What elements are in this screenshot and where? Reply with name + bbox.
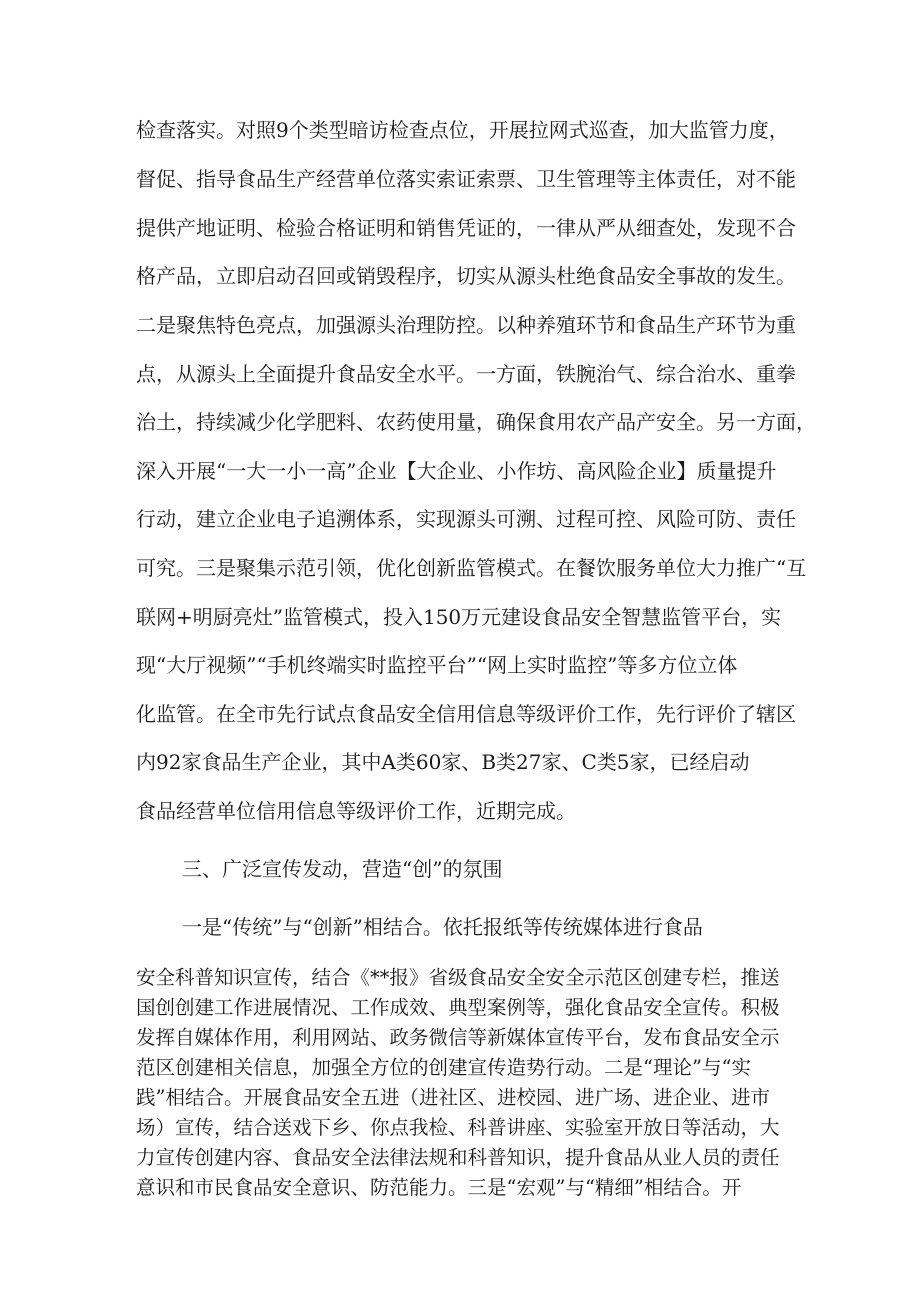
- text-line: 化监管。在全市先行试点食品安全信用信息等级评价工作，先行评价了辖区: [136, 702, 796, 726]
- text-line: 发挥自媒体作用，利用网站、政务微信等新媒体宣传平台，发布食品安全示: [136, 1026, 780, 1049]
- text-line: 深入开展“一大一小一高”企业【大企业、小作坊、高风险企业】质量提升: [136, 459, 777, 483]
- text-line: 联网+明厨亮灶”监管模式，投入150万元建设食品安全智慧监管平台，实: [136, 605, 782, 629]
- text-line: 二是聚焦特色亮点，加强源头治理防控。以种养殖环节和食品生产环节为重: [136, 313, 796, 337]
- text-line: 现“大厅视频”“手机终端实时监控平台”“网上实时监控”等多方位立体: [136, 653, 738, 677]
- text-line: 格产品，立即启动召回或销毁程序，切实从源头杜绝食品安全事故的发生。: [136, 264, 796, 288]
- text-line: 场）宣传，结合送戏下乡、你点我检、科普讲座、实验室开放日等活动，大: [136, 1116, 780, 1139]
- text-line: 行动，建立企业电子追溯体系，实现源头可溯、过程可控、风险可防、责任: [136, 507, 796, 531]
- text-line: 范区创建相关信息，加强全方位的创建宣传造势行动。二是“理论”与“实: [136, 1056, 751, 1079]
- text-line: 点，从源头上全面提升食品安全水平。一方面，铁腕治气、综合治水、重拳: [136, 362, 796, 386]
- text-line: 力宣传创建内容、食品安全法律法规和科普知识，提升食品从业人员的责任: [136, 1146, 780, 1169]
- text-line: 检查落实。对照9个类型暗访检查点位，开展拉网式巡查，加大监管力度，: [136, 118, 789, 142]
- text-line: 国创创建工作进展情况、工作成效、典型案例等，强化食品安全宣传。积极: [136, 996, 780, 1019]
- text-line: 提供产地证明、检验合格证明和销售凭证的，一律从严从细查处，发现不合: [136, 216, 796, 240]
- paragraph-intro: 一是“传统”与“创新”相结合。依托报纸等传统媒体进行食品: [182, 915, 703, 939]
- text-line: 意识和市民食品安全意识、防范能力。三是“宏观”与“精细”相结合。开: [136, 1176, 742, 1199]
- text-line: 践”相结合。开展食品安全五进（进社区、进校园、进广场、进企业、进市: [136, 1086, 770, 1109]
- text-line: 安全科普知识宣传，结合《**报》省级食品安全安全示范区创建专栏，推送: [136, 966, 780, 989]
- section-heading: 三、广泛宣传发动，营造“创”的氛围: [182, 857, 503, 881]
- text-line: 治土，持续减少化学肥料、农药使用量，确保食用农产品产安全。另一方面，: [136, 410, 816, 434]
- text-line: 可究。三是聚集示范引领，优化创新监管模式。在餐饮服务单位大力推广“互: [136, 556, 807, 580]
- text-line: 内92家食品生产企业，其中A类60家、B类27家、C类5家，已经启动: [136, 750, 750, 774]
- text-line: 食品经营单位信用信息等级评价工作，近期完成。: [136, 799, 576, 823]
- text-line: 督促、指导食品生产经营单位落实索证索票、卫生管理等主体责任，对不能: [136, 167, 796, 191]
